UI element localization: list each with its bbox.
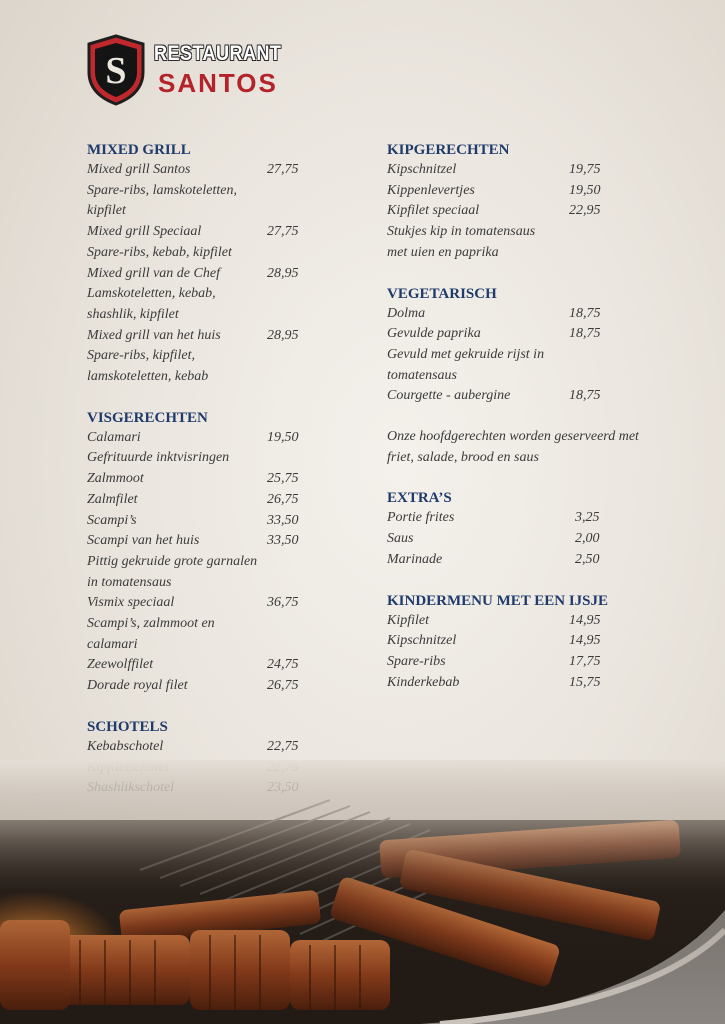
note-line: friet, salade, brood en saus <box>387 449 539 465</box>
item-price: 27,75 <box>267 162 299 177</box>
section-kipgerechten <box>387 140 647 264</box>
menu-item <box>387 386 647 407</box>
brand-name-bottom: SANTOS <box>158 68 278 98</box>
item-price: 18,75 <box>569 305 601 321</box>
item-price: 15,75 <box>569 674 601 690</box>
item-name: calamari <box>87 636 138 652</box>
item-name: Saus <box>387 531 414 547</box>
item-price: 19,75 <box>569 162 601 177</box>
item-name: Marinade <box>387 551 443 567</box>
menu-item <box>387 243 647 264</box>
item-name: Scampi’s, zalmmoot en <box>87 616 215 632</box>
item-name: Zalmmoot <box>87 471 144 487</box>
item-price: 14,95 <box>569 612 601 628</box>
item-name: Spare-ribs, kebab, kipfilet <box>87 244 232 260</box>
item-name: kipfilet <box>87 203 126 219</box>
item-name: Mixed grill Speciaal <box>87 224 202 240</box>
menu-item <box>87 367 307 388</box>
item-name: Vismix speciaal <box>87 595 175 611</box>
item-name: Mixed grill van de Chef <box>87 265 220 281</box>
item-name: Mixed grill Santos <box>87 162 191 177</box>
menu-item <box>387 345 647 366</box>
menu-item <box>87 264 307 285</box>
item-price: 36,75 <box>267 595 299 611</box>
item-name: Gefrituurde inktvisringen <box>87 450 230 466</box>
menu-item <box>387 366 647 387</box>
menu-item <box>387 529 647 550</box>
item-name: in tomatensaus <box>87 574 172 590</box>
menu-item <box>87 614 307 635</box>
item-price: 28,95 <box>267 265 299 281</box>
item-name: Kipfilet speciaal <box>387 203 480 219</box>
item-price: 28,95 <box>267 327 299 343</box>
item-name: Pittig gekruide grote garnalen <box>87 553 258 569</box>
menu-item <box>87 201 307 222</box>
item-name: Gevulde paprika <box>387 326 481 342</box>
restaurant-logo <box>86 34 286 110</box>
item-price: 25,75 <box>267 471 299 487</box>
menu-item <box>387 324 647 345</box>
item-name: Kipfilet <box>387 612 429 628</box>
menu-item <box>387 652 647 673</box>
item-price: 2,00 <box>575 531 600 547</box>
grilled-ribs-photo <box>0 760 725 1024</box>
item-name: Zeewolffilet <box>87 657 154 673</box>
menu-item <box>87 531 307 552</box>
menu-item <box>87 511 307 532</box>
item-name: Kipschnitzel <box>387 633 457 649</box>
item-price: 26,75 <box>267 678 299 694</box>
item-name: Scampi van het huis <box>87 533 200 549</box>
item-name: Gevuld met gekruide rijst in <box>387 346 545 362</box>
item-name: Spare-ribs <box>387 653 446 669</box>
menu-column-left <box>87 140 307 819</box>
item-price: 22,95 <box>569 203 601 219</box>
menu-item <box>87 655 307 676</box>
section-visgerechten <box>87 408 307 697</box>
brand-name-top: RESTAURANT <box>154 42 282 65</box>
item-name: Courgette - aubergine <box>387 388 511 404</box>
item-price: 26,75 <box>267 491 299 507</box>
menu-column-right <box>387 140 647 713</box>
menu-item <box>87 635 307 656</box>
section-title: KINDERMENU MET EEN IJSJE <box>387 592 609 609</box>
menu-item <box>87 181 307 202</box>
menu-item <box>387 201 647 222</box>
menu-item <box>87 305 307 326</box>
menu-item <box>87 573 307 594</box>
menu-item <box>87 346 307 367</box>
santos-shield-icon <box>86 34 146 106</box>
menu-item <box>87 552 307 573</box>
item-name: Calamari <box>87 429 141 445</box>
item-price: 24,75 <box>267 657 299 673</box>
svg-text:S: S <box>105 50 127 92</box>
section-title: SCHOTELS <box>87 718 168 735</box>
menu-item <box>87 243 307 264</box>
menu-item <box>87 448 307 469</box>
item-name: Dorade royal filet <box>87 678 188 694</box>
item-name: Spare-ribs, kipfilet, <box>87 348 195 364</box>
menu-item <box>87 490 307 511</box>
item-name: Spare-ribs, lamskoteletten, <box>87 182 237 198</box>
serving-note <box>387 427 647 468</box>
menu-item <box>87 469 307 490</box>
menu-item <box>387 181 647 202</box>
section-mixed-grill <box>87 140 307 388</box>
item-name: Kinderkebab <box>387 674 460 690</box>
menu-item <box>387 508 647 529</box>
item-name: lamskoteletten, kebab <box>87 369 209 385</box>
menu-item <box>387 611 647 632</box>
item-name: Lamskoteletten, kebab, <box>87 286 216 302</box>
item-price: 18,75 <box>569 388 601 404</box>
item-price: 3,25 <box>575 510 600 526</box>
item-price: 17,75 <box>569 653 601 669</box>
section-title: VISGERECHTEN <box>87 409 208 426</box>
menu-item <box>87 593 307 614</box>
menu-item <box>387 631 647 652</box>
menu-item <box>87 160 307 181</box>
item-price: 22,75 <box>267 738 299 754</box>
section-title: VEGETARISCH <box>387 285 497 302</box>
item-name: Mixed grill van het huis <box>87 327 221 343</box>
menu-item <box>387 304 647 325</box>
menu-item <box>87 326 307 347</box>
item-name: Scampi’s <box>87 512 137 528</box>
menu-item <box>387 550 647 571</box>
item-price: 2,50 <box>575 551 600 567</box>
section-title: KIPGERECHTEN <box>387 142 510 158</box>
item-price: 33,50 <box>267 533 299 549</box>
menu-item <box>387 673 647 694</box>
section-vegetarisch <box>387 284 647 408</box>
item-price: 33,50 <box>267 512 299 528</box>
section-title: EXTRA’S <box>387 490 452 507</box>
menu-item <box>87 284 307 305</box>
item-price: 18,75 <box>569 326 601 342</box>
section-title: MIXED GRILL <box>87 142 191 158</box>
item-name: Kipschnitzel <box>387 162 457 177</box>
menu-item <box>87 737 307 758</box>
menu-item <box>87 676 307 697</box>
item-name: Stukjes kip in tomatensaus <box>387 224 536 240</box>
item-price: 27,75 <box>267 224 299 240</box>
item-name: shashlik, kipfilet <box>87 306 179 322</box>
item-name: Portie frites <box>387 510 455 526</box>
menu-item <box>387 160 647 181</box>
item-price: 19,50 <box>267 429 299 445</box>
section-kindermenu <box>387 591 647 694</box>
item-name: met uien en paprika <box>387 244 499 260</box>
item-price: 19,50 <box>569 182 601 198</box>
note-line: Onze hoofdgerechten worden geserveerd met <box>387 429 639 445</box>
item-name: Kippenlevertjes <box>387 182 475 198</box>
menu-item <box>87 222 307 243</box>
section-extras <box>387 488 647 570</box>
menu-item <box>387 222 647 243</box>
menu-item <box>87 428 307 449</box>
item-name: Kebabschotel <box>87 738 164 754</box>
item-name: Zalmfilet <box>87 491 138 507</box>
item-name: Dolma <box>387 305 426 321</box>
item-name: tomatensaus <box>387 367 457 383</box>
item-price: 14,95 <box>569 633 601 649</box>
